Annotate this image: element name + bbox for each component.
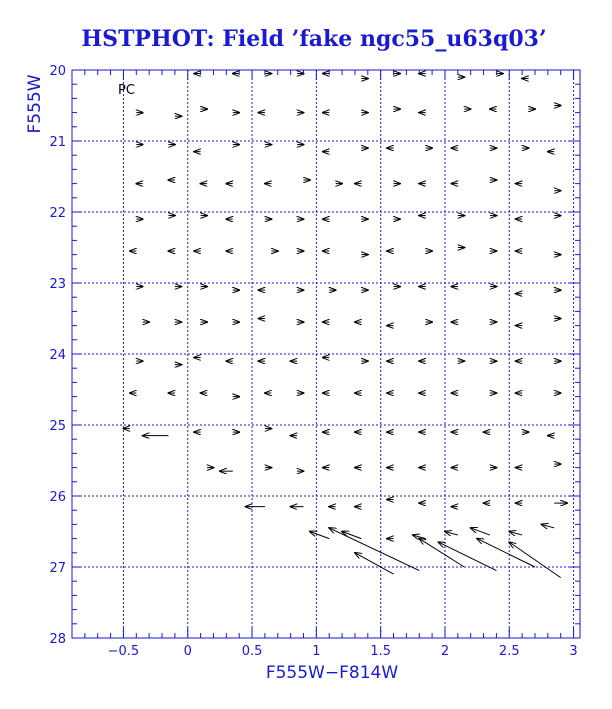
axes-layer [49, 64, 580, 659]
y-tick-label: 26 [49, 490, 66, 505]
vector-arrow [509, 542, 560, 578]
vector-arrow [477, 539, 535, 567]
y-tick-label: 28 [49, 632, 66, 647]
vector-arrow [541, 524, 554, 528]
vector-arrow [471, 528, 490, 535]
grid-layer [72, 70, 580, 638]
y-tick-label: 22 [49, 206, 66, 221]
vector-layer [123, 74, 567, 578]
y-tick-label: 21 [49, 135, 66, 150]
y-tick-label: 24 [49, 348, 66, 363]
x-tick-label: 1 [312, 644, 321, 659]
y-axis-label: F555W [25, 74, 45, 134]
x-tick-label: 1.5 [370, 644, 392, 659]
x-axis-label: F555W−F814W [265, 663, 399, 683]
x-tick-label: 0 [183, 644, 192, 659]
vector-arrow [413, 535, 426, 539]
vector-arrow [310, 532, 329, 539]
detector-annotation: PC [118, 83, 135, 98]
chart-title: HSTPHOT: Field ’fake ngc55_u63q03’ [81, 26, 547, 52]
vector-arrow [509, 532, 522, 536]
vector-arrow [445, 532, 458, 536]
y-tick-label: 25 [49, 419, 66, 434]
y-tick-label: 27 [49, 561, 66, 576]
x-tick-label: −0.5 [107, 644, 140, 659]
x-tick-label: 2 [440, 644, 450, 659]
y-tick-label: 20 [49, 64, 66, 79]
x-tick-label: 2.5 [498, 644, 520, 659]
x-tick-label: 3 [569, 644, 578, 659]
vector-arrow [329, 528, 419, 571]
y-tick-label: 23 [49, 277, 66, 292]
x-tick-label: 0.5 [241, 644, 263, 659]
vector-arrow [419, 539, 464, 567]
